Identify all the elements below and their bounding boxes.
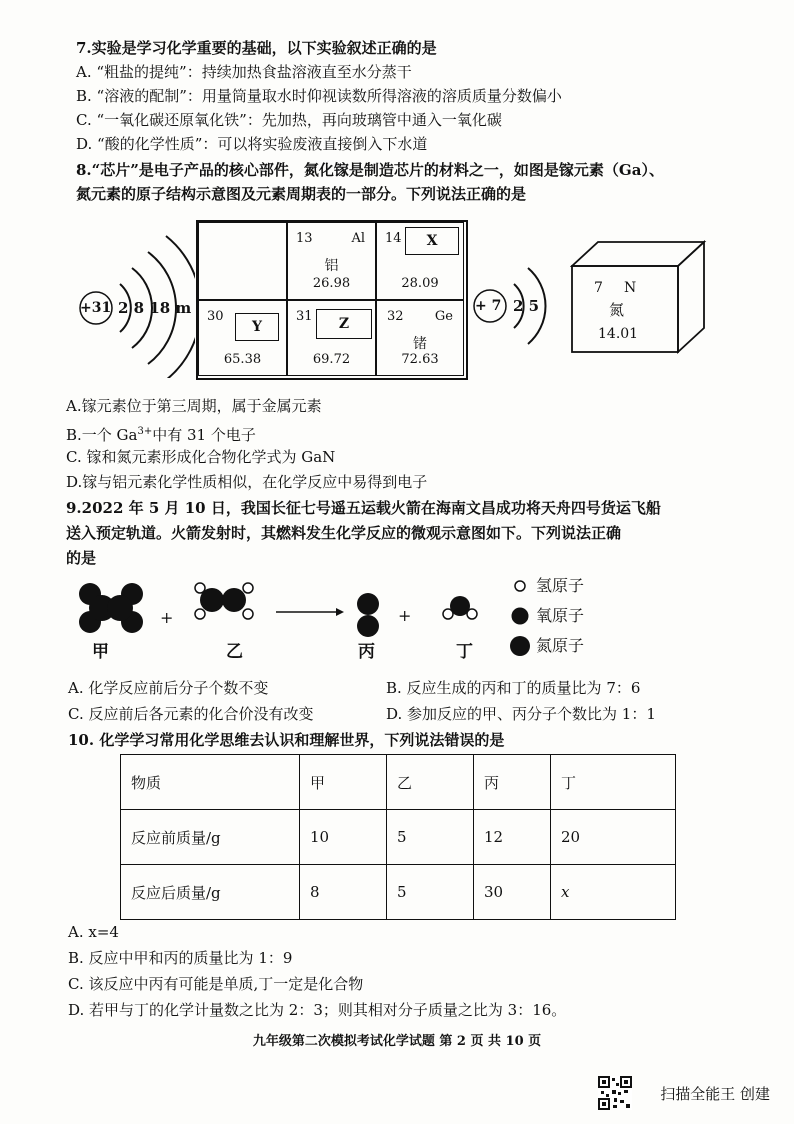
molecule-yi: [195, 583, 253, 619]
nitrogen-cube: [570, 240, 710, 356]
table-cell: 物质: [121, 755, 300, 810]
molecule-ding: [443, 596, 477, 619]
molecule-jia: [79, 583, 143, 633]
q9-option-a: A. 化学反应前后分子个数不变: [68, 679, 269, 697]
q9-option-c: C. 反应前后各元素的化合价没有改变: [68, 705, 314, 723]
n-electron-shells: 2 5: [513, 297, 540, 315]
ga-nucleus-charge: +31: [80, 300, 112, 316]
table-cell: x: [551, 865, 676, 920]
q9-stem-line1: 9.2022 年 5 月 10 日，我国长征七号遥五运载火箭在海南文昌成功将天舟四号货运飞船: [66, 499, 661, 517]
legend-hydrogen: 氢原子: [536, 576, 585, 595]
atom-legend-markers: [508, 576, 534, 656]
y-number: 30: [207, 309, 224, 324]
q7-option-c: C. “一氧化碳还原氧化铁”：先加热，再向玻璃管中通入一氧化碳: [76, 111, 502, 129]
table-header-row: [121, 755, 676, 810]
y-mass: 65.38: [223, 352, 262, 367]
x-symbol-box: X: [405, 227, 459, 255]
al-symbol: Al: [351, 231, 365, 246]
qr-code-icon: [598, 1076, 632, 1110]
table-cell: 12: [474, 810, 551, 865]
y-symbol-box: Y: [235, 313, 279, 341]
q8-option-b-charge: 3+: [137, 426, 153, 437]
mass-table: [120, 754, 676, 920]
table-cell: 乙: [387, 755, 474, 810]
label-yi: 乙: [226, 642, 243, 662]
q8-option-a: A.镓元素位于第三周期，属于金属元素: [66, 397, 322, 415]
z-mass: 69.72: [312, 352, 351, 367]
n-mass: 14.01: [598, 326, 639, 342]
q7-option-b: B. “溶液的配制”：用量筒量取水时仰视读数所得溶液的溶质质量分数偏小: [76, 87, 562, 105]
label-ding: 丁: [456, 642, 473, 662]
q9-option-d: D. 参加反应的甲、丙分子个数比为 1：1: [386, 705, 656, 723]
cell-z: [287, 300, 376, 376]
table-cell: 10: [300, 810, 387, 865]
q8-option-b-pre: B.一个 Ga: [66, 426, 138, 444]
q10-stem: 10. 化学学习常用化学思维去认识和理解世界，下列说法错误的是: [68, 731, 505, 749]
cell-x: [376, 222, 464, 300]
label-jia: 甲: [92, 642, 109, 662]
table-cell: 反应后质量/g: [121, 865, 300, 920]
al-number: 13: [296, 231, 313, 246]
table-cell: 甲: [300, 755, 387, 810]
legend-oxygen: 氧原子: [536, 606, 585, 625]
n-name: 氮: [609, 301, 625, 319]
table-cell: 反应前质量/g: [121, 810, 300, 865]
scanner-watermark: 扫描全能王 创建: [660, 1085, 770, 1103]
molecule-bing: [357, 593, 379, 637]
empty-cell: [198, 222, 287, 300]
legend-nitrogen: 氮原子: [536, 636, 585, 655]
table-row: [121, 810, 676, 865]
q8-option-b: [66, 422, 256, 445]
ge-mass: 72.63: [401, 352, 439, 367]
q7-option-d: D. “酸的化学性质”：可以将实验废液直接倒入下水道: [76, 135, 428, 153]
q10-option-d: D. 若甲与丁的化学计量数之比为 2：3；则其相对分子质量之比为 3：16。: [68, 1001, 567, 1019]
ge-name: 锗: [413, 336, 427, 352]
reaction-diagram: [64, 576, 514, 656]
table-cell: 5: [387, 810, 474, 865]
q9-option-b: B. 反应生成的丙和丁的质量比为 7：6: [386, 679, 641, 697]
table-cell: 5: [387, 865, 474, 920]
q7-stem: 7.实验是学习化学重要的基础，以下实验叙述正确的是: [76, 39, 437, 57]
q10-option-a: A. x=4: [68, 923, 119, 941]
n-symbol: N: [624, 280, 637, 296]
page-footer: 九年级第二次模拟考试化学试题 第 2 页 共 10 页: [252, 1034, 542, 1049]
q8-stem-line2: 氮元素的原子结构示意图及元素周期表的一部分。下列说法正确的是: [76, 185, 527, 203]
table-cell: 20: [551, 810, 676, 865]
q8-option-d: D.镓与铝元素化学性质相似，在化学反应中易得到电子: [66, 473, 428, 491]
table-row: [121, 865, 676, 920]
n-nucleus-charge: + 7: [475, 298, 502, 314]
x-mass: 28.09: [401, 276, 439, 291]
x-number: 14: [385, 231, 402, 246]
q8-option-b-post: 中有 31 个电子: [152, 426, 256, 444]
table-cell: 丁: [551, 755, 676, 810]
q8-stem-line1: 8.“芯片”是电子产品的核心部件，氮化镓是制造芯片的材料之一，如图是镓元素（Ga）、: [76, 161, 664, 179]
plus-sign-2: +: [398, 606, 412, 625]
periodic-table-fragment: [196, 220, 468, 380]
n-number: 7: [594, 280, 603, 296]
cell-ge: [376, 300, 464, 376]
q9-stem-line2: 送入预定轨道。火箭发射时，其燃料发生化学反应的微观示意图如下。下列说法正确: [66, 524, 622, 542]
al-name: 铝: [324, 258, 339, 274]
q7-option-a: A. “粗盐的提纯”：持续加热食盐溶液直至水分蒸干: [76, 63, 412, 81]
z-symbol-box: Z: [316, 309, 372, 339]
al-mass: 26.98: [312, 276, 351, 291]
cell-y: [198, 300, 287, 376]
table-cell: 8: [300, 865, 387, 920]
q9-stem-line3: 的是: [66, 549, 97, 567]
q10-option-b: B. 反应中甲和丙的质量比为 1：9: [68, 949, 293, 967]
label-bing: 丙: [358, 642, 375, 662]
table-cell: 丙: [474, 755, 551, 810]
plus-sign-1: +: [160, 608, 174, 627]
table-cell: 30: [474, 865, 551, 920]
q8-option-c: C. 镓和氮元素形成化合物化学式为 GaN: [66, 448, 336, 466]
ga-electron-shells: 2 8 18 m: [118, 299, 192, 317]
z-number: 31: [296, 309, 313, 324]
ge-number: 32: [387, 309, 404, 324]
cell-al: [287, 222, 376, 300]
ge-symbol: Ge: [434, 309, 453, 324]
q10-option-c: C. 该反应中丙有可能是单质,丁一定是化合物: [68, 975, 364, 993]
